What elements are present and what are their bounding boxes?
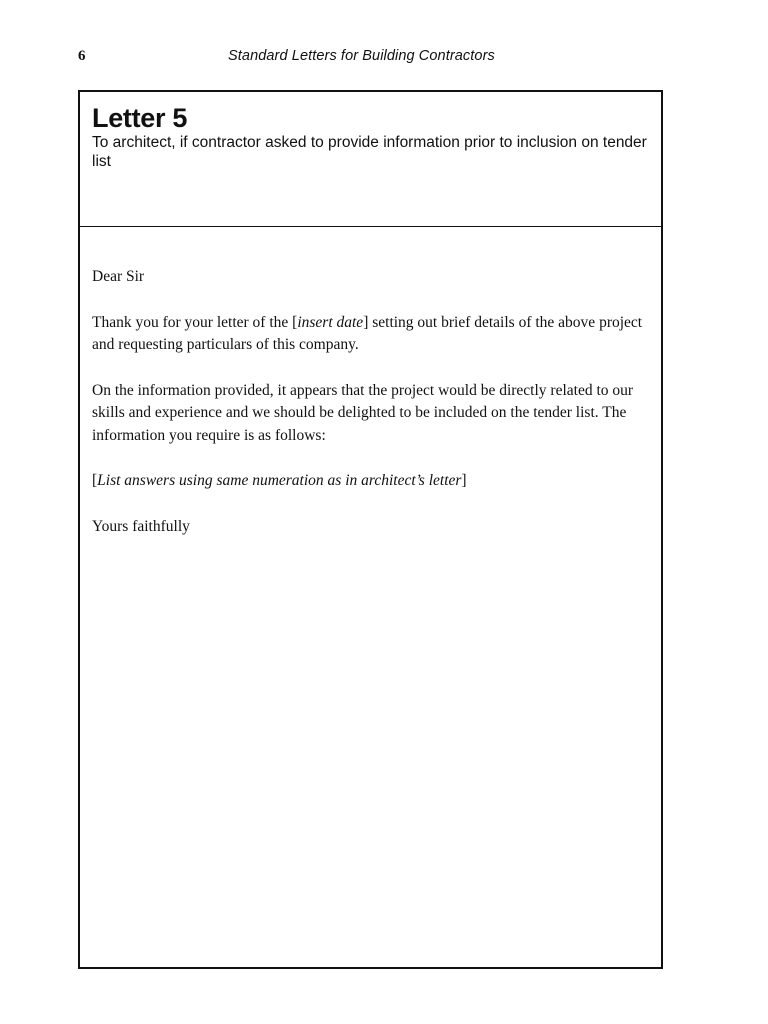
closing: Yours faithfully (92, 517, 190, 535)
paragraph-3-close-bracket: ] (461, 472, 467, 489)
page-number: 6 (78, 48, 86, 64)
insert-date-placeholder: insert date (297, 313, 364, 331)
letter-subtitle: To architect, if contractor asked to provide information prior to inclusion on tender list (92, 134, 647, 170)
page-header (78, 48, 662, 70)
paragraph-1-start: Thank you for your letter of the [ (92, 313, 298, 331)
paragraph-1-end: ] setting out brief details of the above project and requesting particulars of this company. (92, 313, 643, 353)
letter-title-section (80, 92, 661, 227)
paragraph-1 (92, 312, 657, 357)
paragraph-2: On the information provided, it appears that the project would be directly related to our skills and experience and we should be delighted to be included on the tender list. The information you require is as follows: (92, 381, 634, 444)
letter-box (78, 90, 663, 969)
paragraph-3-open-bracket: [ (92, 472, 98, 489)
letter-title: Letter 5 (92, 103, 188, 133)
running-title: Standard Letters for Building Contractors (228, 48, 495, 64)
letter-body-section (80, 228, 661, 967)
paragraph-3 (92, 470, 657, 493)
salutation: Dear Sir (92, 268, 145, 285)
list-answers-placeholder: List answers using same numeration as in architect’s letter (97, 472, 462, 489)
letter-body (92, 266, 657, 561)
